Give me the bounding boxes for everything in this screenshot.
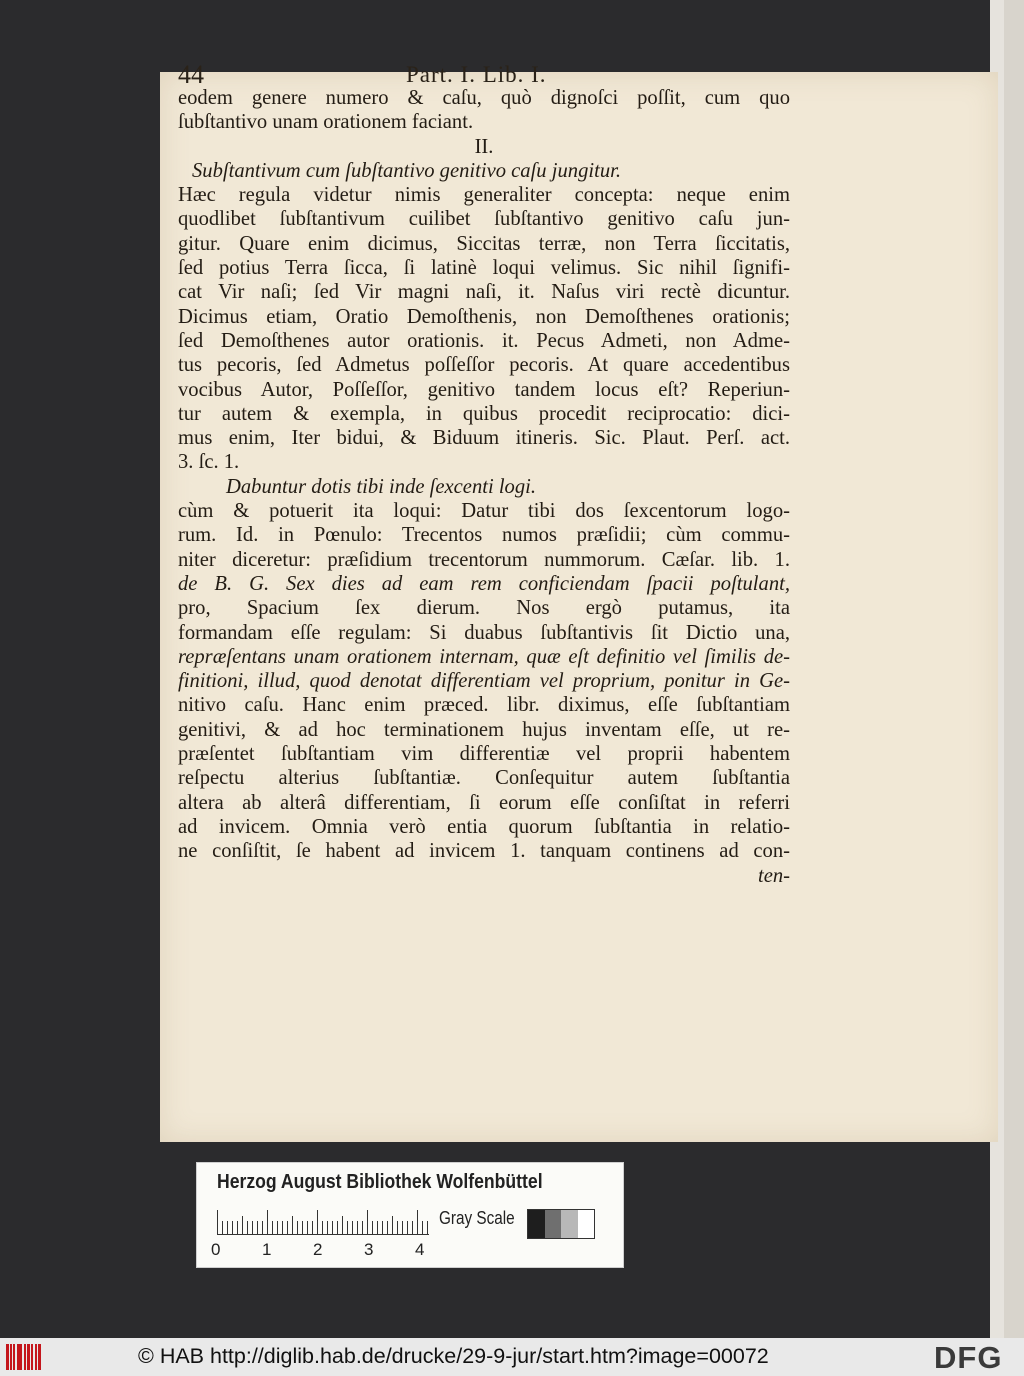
gray-scale-swatch	[527, 1209, 595, 1239]
ruler-tick	[367, 1210, 368, 1234]
ruler-tick	[407, 1221, 408, 1234]
ruler-tick	[302, 1221, 303, 1234]
page-text	[178, 86, 790, 888]
ruler-tick	[222, 1221, 223, 1234]
ruler-tick	[217, 1210, 218, 1234]
text-line: repræſentans unam orationem internam, quæ eſt definitio vel ſimilis de-	[178, 645, 790, 668]
text-line: Hæc regula videtur nimis generaliter concepta: neque enim	[178, 184, 790, 207]
text-line: rum. Id. in Pœnulo: Trecentos numos præſidii; cùm commu-	[178, 524, 790, 547]
ruler-tick	[347, 1221, 348, 1234]
logo-bar	[24, 1344, 26, 1370]
text-line: quodlibet ſubſtantivum cuilibet ſubſtantivo genitivo caſu jun-	[178, 208, 790, 231]
library-name: Herzog August Bibliothek Wolfenbüttel	[217, 1171, 543, 1193]
ruler-baseline	[217, 1234, 429, 1235]
ruler-tick	[237, 1221, 238, 1234]
ruler-tick	[267, 1210, 268, 1234]
page-number: 44	[178, 60, 204, 89]
text-line: altera ab alterâ differentiam, ſi eorum eſſe conſiſtat in referri	[178, 791, 790, 814]
adjacent-page-edge-inner	[1004, 0, 1024, 1338]
gray-swatch-cell	[528, 1210, 545, 1238]
gray-swatch-cell	[561, 1210, 578, 1238]
text-line: nitivo caſu. Hanc enim præced. libr. diximus, eſſe ſubſtantiam	[178, 694, 790, 717]
scale-number: 1	[262, 1240, 272, 1259]
text-line: mus enim, Iter bidui, & Biduum itineris. Sic. Plaut. Perſ. act.	[178, 427, 790, 450]
ruler-tick	[277, 1221, 278, 1234]
text-line: de B. G. Sex dies ad eam rem conficiendam ſpacii poſtulant,	[178, 572, 790, 595]
logo-bar	[38, 1344, 41, 1370]
ruler-tick	[412, 1221, 413, 1234]
text-line: reſpectu alterius ſubſtantiæ. Conſequitur autem ſubſtantia	[178, 767, 790, 790]
logo-bar	[6, 1344, 9, 1370]
text-line: finitioni, illud, quod denotat differentiam vel proprium, ponitur in Ge-	[178, 670, 790, 693]
ruler-tick	[362, 1221, 363, 1234]
text-line: gitur. Quare enim dicimus, Siccitas terræ, non Terra ſiccitatis,	[178, 232, 790, 255]
gray-swatch-cell	[545, 1210, 562, 1238]
ruler-tick	[292, 1216, 293, 1234]
ruler-tick	[282, 1221, 283, 1234]
text-line: formandam eſſe regulam: Si duabus ſubſtantivis ſit Dictio una,	[178, 621, 790, 644]
text-line: præſentet ſubſtantiam vim differentiæ vel proprii habentem	[178, 743, 790, 766]
text-line: II.	[474, 135, 494, 158]
text-line: ſubſtantivo unam orationem faciant.	[178, 111, 474, 134]
ruler-tick	[247, 1221, 248, 1234]
text-line: tur autem & exempla, in quibus procedit reciprocatio: dici-	[178, 402, 790, 425]
text-line: pro, Spacium ſex dierum. Nos ergò putamus, ita	[178, 597, 790, 620]
text-line: ſed Demoſthenes autor orationis. it. Pecus Admeti, non Adme-	[178, 329, 790, 352]
gray-swatch-cell	[578, 1210, 595, 1238]
scale-numbers	[211, 1240, 441, 1260]
ruler-tick	[422, 1221, 423, 1234]
dfg-logo: DFG	[934, 1340, 1003, 1375]
gray-scale-label: Gray Scale	[439, 1208, 515, 1228]
text-line: cat Vir naſi; ſed Vir magni naſi, it. Naſus viri rectè dicuntur.	[178, 281, 790, 304]
logo-bar	[27, 1344, 30, 1370]
ruler-tick	[317, 1210, 318, 1234]
scale-number: 2	[313, 1240, 323, 1259]
ruler-tick	[402, 1221, 403, 1234]
text-line: cùm & potuerit ita loqui: Datur tibi dos ſexcentorum logo-	[178, 500, 790, 523]
logo-bar	[13, 1344, 15, 1370]
ruler-tick	[417, 1210, 418, 1234]
ruler-tick	[312, 1221, 313, 1234]
text-line: Dicimus etiam, Oratio Demoſthenis, non Demoſthenes orationis;	[178, 305, 790, 328]
text-line: ad invicem. Omnia verò entia quorum ſubſtantia in relatio-	[178, 815, 790, 838]
ruler-tick	[392, 1216, 393, 1234]
scale-number: 3	[364, 1240, 374, 1259]
ruler-tick	[297, 1221, 298, 1234]
text-line: niter diceretur: præſidium trecentorum nummorum. Cæſar. lib. 1.	[178, 548, 790, 571]
ruler-tick	[377, 1221, 378, 1234]
library-label-card	[196, 1162, 624, 1268]
text-line: vocibus Autor, Poſſeſſor, genitivo tandem locus eſt? Reperiun-	[178, 378, 790, 401]
text-line: Dabuntur dotis tibi inde ſexcenti logi.	[226, 475, 537, 498]
text-line: eodem genere numero & caſu, quò dignoſci poſſit, cum quo	[178, 87, 790, 109]
ruler-tick	[327, 1221, 328, 1234]
ruler-tick	[352, 1221, 353, 1234]
ruler-tick	[257, 1221, 258, 1234]
text-line: ſed potius Terra ſicca, ſi latinè loqui velimus. Sic nihil ſignifi-	[178, 257, 790, 280]
ruler-tick	[322, 1221, 323, 1234]
ruler-tick	[397, 1221, 398, 1234]
ruler-tick	[227, 1221, 228, 1234]
ruler-tick	[337, 1221, 338, 1234]
ruler-tick	[387, 1221, 388, 1234]
ruler-tick	[372, 1221, 373, 1234]
ruler-tick	[342, 1216, 343, 1234]
text-line: ten-	[757, 864, 790, 887]
hab-logo-icon	[6, 1344, 42, 1370]
scale-number: 0	[211, 1240, 221, 1259]
ruler-tick	[357, 1221, 358, 1234]
logo-bar	[20, 1344, 22, 1370]
logo-bar	[10, 1344, 12, 1370]
text-line: 3. ſc. 1.	[178, 451, 240, 474]
logo-bar	[31, 1344, 33, 1370]
text-line: genitivi, & ad hoc terminationem hujus inventam eſſe, ut re-	[178, 718, 790, 741]
text-line: tus pecoris, ſed Admetus poſſeſſor pecoris. At quare accedentibus	[178, 354, 790, 377]
ruler-tick	[242, 1216, 243, 1234]
ruler-tick	[272, 1221, 273, 1234]
ruler-tick	[262, 1221, 263, 1234]
footer-bar	[0, 1338, 1024, 1376]
ruler-tick	[252, 1221, 253, 1234]
scale-ruler	[217, 1207, 429, 1235]
text-line: ne conſiſtit, ſe habent ad invicem 1. tanquam continens ad con-	[178, 840, 790, 863]
text-line: Subſtantivum cum ſubſtantivo genitivo caſu jungitur.	[192, 159, 621, 182]
ruler-tick	[232, 1221, 233, 1234]
logo-bar	[35, 1344, 37, 1370]
ruler-tick	[287, 1221, 288, 1234]
copyright-link[interactable]: © HAB http://diglib.hab.de/drucke/29-9-jur/start.htm?image=00072	[138, 1344, 769, 1368]
scale-number: 4	[415, 1240, 425, 1259]
ruler-tick	[307, 1221, 308, 1234]
ruler-tick	[427, 1221, 428, 1234]
running-head: Part. I. Lib. I.	[406, 62, 547, 87]
ruler-tick	[332, 1221, 333, 1234]
ruler-tick	[382, 1221, 383, 1234]
